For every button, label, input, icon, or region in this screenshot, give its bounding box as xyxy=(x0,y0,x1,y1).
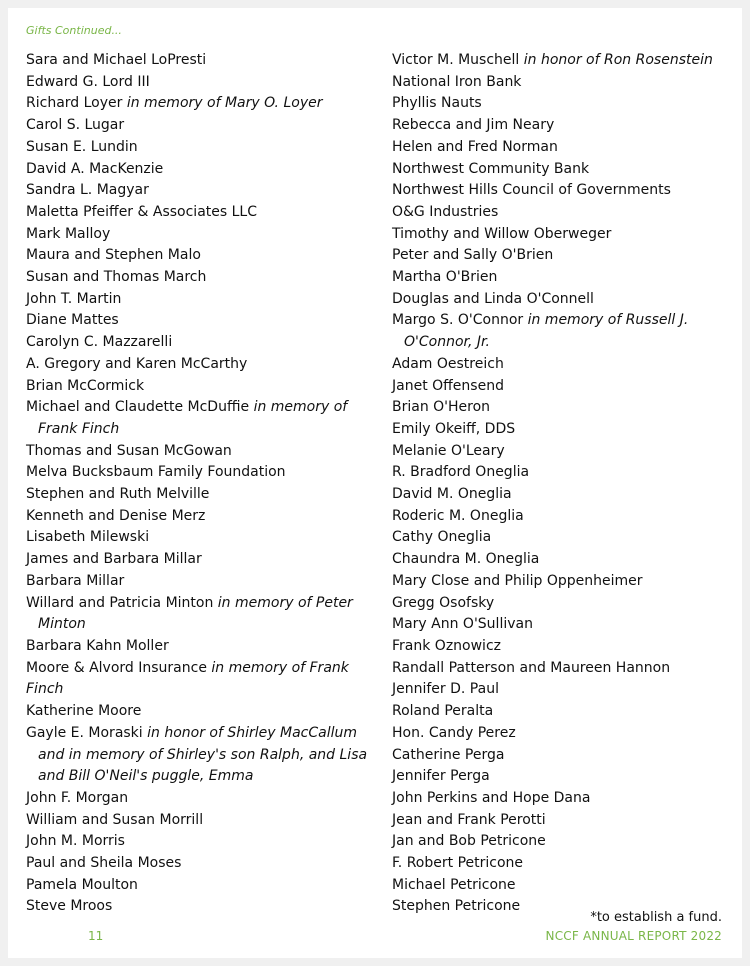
donor-name: Gayle E. Moraski xyxy=(26,724,143,741)
donor-name: Northwest Community Bank xyxy=(392,160,590,177)
donor-name: Carolyn C. Mazzarelli xyxy=(26,334,173,351)
donor-name: Rebecca and Jim Neary xyxy=(392,117,555,134)
donor-entry xyxy=(392,831,737,853)
donor-name: John M. Morris xyxy=(26,833,125,850)
donor-entry xyxy=(392,115,737,137)
donor-entry xyxy=(392,723,737,745)
donor-entry xyxy=(392,679,737,701)
dedication-note: in honor of Ron Rosenstein xyxy=(523,52,713,68)
donor-entry xyxy=(392,506,737,528)
donor-entry xyxy=(26,636,371,658)
donor-name: Stephen and Ruth Melville xyxy=(26,486,210,503)
donor-name: Phyllis Nauts xyxy=(392,95,482,112)
donor-name: Sara and Michael LoPresti xyxy=(26,52,207,68)
donor-name: Margo S. O'Connor xyxy=(392,312,524,329)
donor-entry xyxy=(392,224,737,246)
donor-name: Melanie O'Leary xyxy=(392,442,505,459)
donor-name: Mary Close and Philip Oppenheimer xyxy=(392,572,643,589)
donor-name: R. Bradford Oneglia xyxy=(392,464,530,481)
donor-entry xyxy=(392,267,737,289)
donor-name: Edward G. Lord III xyxy=(26,73,150,90)
document-page xyxy=(8,8,742,958)
donor-name: Melva Bucksbaum Family Foundation xyxy=(26,464,286,481)
donor-entry xyxy=(392,745,737,767)
footnote: *to establish a fund. xyxy=(590,910,722,925)
dedication-note: in honor of Shirley MacCallum and in memory of Shirley's son Ralph, and Lisa and Bill O'Neil's puggle, Emma xyxy=(38,724,368,785)
donor-entry xyxy=(26,441,371,463)
donor-entry xyxy=(26,245,371,267)
donor-name: David M. Oneglia xyxy=(392,486,512,503)
donor-entry xyxy=(392,614,737,636)
donor-entry xyxy=(26,376,371,398)
donor-entry xyxy=(26,310,371,332)
donor-list-left-column xyxy=(26,50,371,918)
donor-entry xyxy=(392,289,737,311)
donor-entry xyxy=(26,788,371,810)
donor-entry xyxy=(26,593,371,636)
donor-entry xyxy=(26,354,371,376)
donor-name: William and Susan Morrill xyxy=(26,811,204,828)
donor-name: Barbara Millar xyxy=(26,572,125,589)
donor-name: Jan and Bob Petricone xyxy=(392,833,546,850)
donor-name: Northwest Hills Council of Governments xyxy=(392,182,671,199)
donor-name: Catherine Perga xyxy=(392,746,505,763)
donor-name: Jennifer Perga xyxy=(392,768,490,785)
donor-name: Richard Loyer xyxy=(26,95,123,112)
donor-entry xyxy=(392,310,737,353)
donor-entry xyxy=(392,419,737,441)
donor-name: David A. MacKenzie xyxy=(26,160,164,177)
donor-entry xyxy=(26,527,371,549)
donor-entry xyxy=(26,180,371,202)
donor-name: Diane Mattes xyxy=(26,312,119,329)
donor-entry xyxy=(392,354,737,376)
donor-name: Emily Okeiff, DDS xyxy=(392,420,516,437)
donor-name: O&G Industries xyxy=(392,203,499,220)
donor-entry xyxy=(26,723,371,788)
donor-entry xyxy=(392,397,737,419)
donor-name: Carol S. Lugar xyxy=(26,117,125,134)
donor-name: Timothy and Willow Oberweger xyxy=(392,225,612,242)
donor-name: Moore & Alvord Insurance xyxy=(26,659,207,676)
donor-entry xyxy=(392,462,737,484)
dedication-note: in memory of Frank Finch xyxy=(38,399,348,437)
dedication-note: in memory of Mary O. Loyer xyxy=(126,95,323,112)
donor-entry xyxy=(26,332,371,354)
donor-entry xyxy=(26,202,371,224)
donor-entry xyxy=(26,810,371,832)
donor-name: Brian O'Heron xyxy=(392,399,491,416)
donor-entry xyxy=(26,506,371,528)
dedication-note: in memory of Peter Minton xyxy=(38,594,353,633)
donor-entry xyxy=(26,93,371,115)
donor-entry xyxy=(392,766,737,788)
donor-entry xyxy=(26,549,371,571)
donor-name: Michael and Claudette McDuffie xyxy=(26,399,250,416)
page-number: 11 xyxy=(88,929,104,943)
donor-entry xyxy=(392,93,737,115)
donor-name: Roland Peralta xyxy=(392,703,494,720)
donor-name: Chaundra M. Oneglia xyxy=(392,551,540,568)
donor-entry xyxy=(26,875,371,897)
donor-entry xyxy=(26,159,371,181)
donor-name: Jean and Frank Perotti xyxy=(392,811,546,828)
donor-entry xyxy=(392,245,737,267)
donor-entry xyxy=(392,571,737,593)
donor-name: Randall Patterson and Maureen Hannon xyxy=(392,659,671,676)
donor-entry xyxy=(26,484,371,506)
donor-name: Martha O'Brien xyxy=(392,269,498,286)
donor-name: Peter and Sally O'Brien xyxy=(392,247,554,264)
donor-entry xyxy=(392,50,737,72)
donor-name: Barbara Kahn Moller xyxy=(26,637,169,654)
donor-name: Pamela Moulton xyxy=(26,876,138,893)
donor-entry xyxy=(26,397,371,440)
donor-entry xyxy=(392,593,737,615)
donor-entry xyxy=(392,549,737,571)
donor-entry xyxy=(26,50,371,72)
donor-entry xyxy=(392,658,737,680)
report-title: NCCF ANNUAL REPORT 2022 xyxy=(545,929,722,943)
donor-name: Paul and Sheila Moses xyxy=(26,855,182,872)
donor-entry xyxy=(392,810,737,832)
donor-name: Stephen Petricone xyxy=(392,898,521,915)
donor-name: Jennifer D. Paul xyxy=(392,681,499,698)
donor-entry xyxy=(392,701,737,723)
donor-entry xyxy=(392,527,737,549)
donor-name: Mary Ann O'Sullivan xyxy=(392,616,533,633)
donor-entry xyxy=(26,701,371,723)
donor-entry xyxy=(26,115,371,137)
donor-name: Victor M. Muschell xyxy=(392,52,520,68)
donor-entry xyxy=(392,441,737,463)
donor-name: Janet Offensend xyxy=(392,377,504,394)
donor-name: Thomas and Susan McGowan xyxy=(26,442,232,459)
donor-name: Hon. Candy Perez xyxy=(392,724,516,741)
donor-entry xyxy=(392,137,737,159)
donor-name: John F. Morgan xyxy=(26,789,129,806)
donor-name: Susan and Thomas March xyxy=(26,269,207,286)
donor-name: James and Barbara Millar xyxy=(26,551,202,568)
donor-entry xyxy=(392,180,737,202)
dedication-note: in memory of Russell J. O'Connor, Jr. xyxy=(404,312,689,351)
donor-name: Sandra L. Magyar xyxy=(26,182,149,199)
donor-name: Steve Mroos xyxy=(26,898,113,915)
donor-name: National Iron Bank xyxy=(392,73,522,90)
donor-name: Cathy Oneglia xyxy=(392,529,492,546)
donor-entry xyxy=(392,875,737,897)
donor-name: Brian McCormick xyxy=(26,377,145,394)
donor-name: John T. Martin xyxy=(26,290,122,307)
donor-entry xyxy=(392,376,737,398)
donor-entry xyxy=(26,267,371,289)
donor-name: A. Gregory and Karen McCarthy xyxy=(26,355,248,372)
donor-name: Maura and Stephen Malo xyxy=(26,247,201,264)
donor-entry xyxy=(392,72,737,94)
donor-entry xyxy=(26,831,371,853)
donor-entry xyxy=(26,224,371,246)
donor-name: Adam Oestreich xyxy=(392,355,504,372)
donor-name: Katherine Moore xyxy=(26,703,142,720)
donor-name: Roderic M. Oneglia xyxy=(392,507,524,524)
donor-list-right-column xyxy=(392,50,737,918)
donor-entry xyxy=(26,571,371,593)
donor-name: Lisabeth Milewski xyxy=(26,529,150,546)
donor-name: Michael Petricone xyxy=(392,876,516,893)
section-header: Gifts Continued... xyxy=(26,24,122,37)
dedication-note: in memory of Frank Finch xyxy=(26,659,349,698)
donor-entry xyxy=(26,658,371,701)
donor-name: Gregg Osofsky xyxy=(392,594,495,611)
donor-entry xyxy=(26,137,371,159)
donor-name: Kenneth and Denise Merz xyxy=(26,507,206,524)
donor-name: Mark Malloy xyxy=(26,225,111,242)
donor-entry xyxy=(392,159,737,181)
donor-name: Douglas and Linda O'Connell xyxy=(392,290,594,307)
donor-entry xyxy=(26,896,371,918)
donor-entry xyxy=(26,853,371,875)
donor-entry xyxy=(26,289,371,311)
donor-name: Maletta Pfeiffer & Associates LLC xyxy=(26,203,257,220)
donor-name: Susan E. Lundin xyxy=(26,138,138,155)
donor-entry xyxy=(392,484,737,506)
donor-entry xyxy=(26,462,371,484)
donor-entry xyxy=(392,853,737,875)
donor-name: Willard and Patricia Minton xyxy=(26,594,214,611)
donor-entry xyxy=(392,202,737,224)
donor-name: F. Robert Petricone xyxy=(392,855,524,872)
donor-entry xyxy=(392,636,737,658)
donor-name: John Perkins and Hope Dana xyxy=(392,789,591,806)
donor-entry xyxy=(26,72,371,94)
donor-name: Frank Oznowicz xyxy=(392,637,501,654)
donor-entry xyxy=(392,788,737,810)
donor-name: Helen and Fred Norman xyxy=(392,138,558,155)
